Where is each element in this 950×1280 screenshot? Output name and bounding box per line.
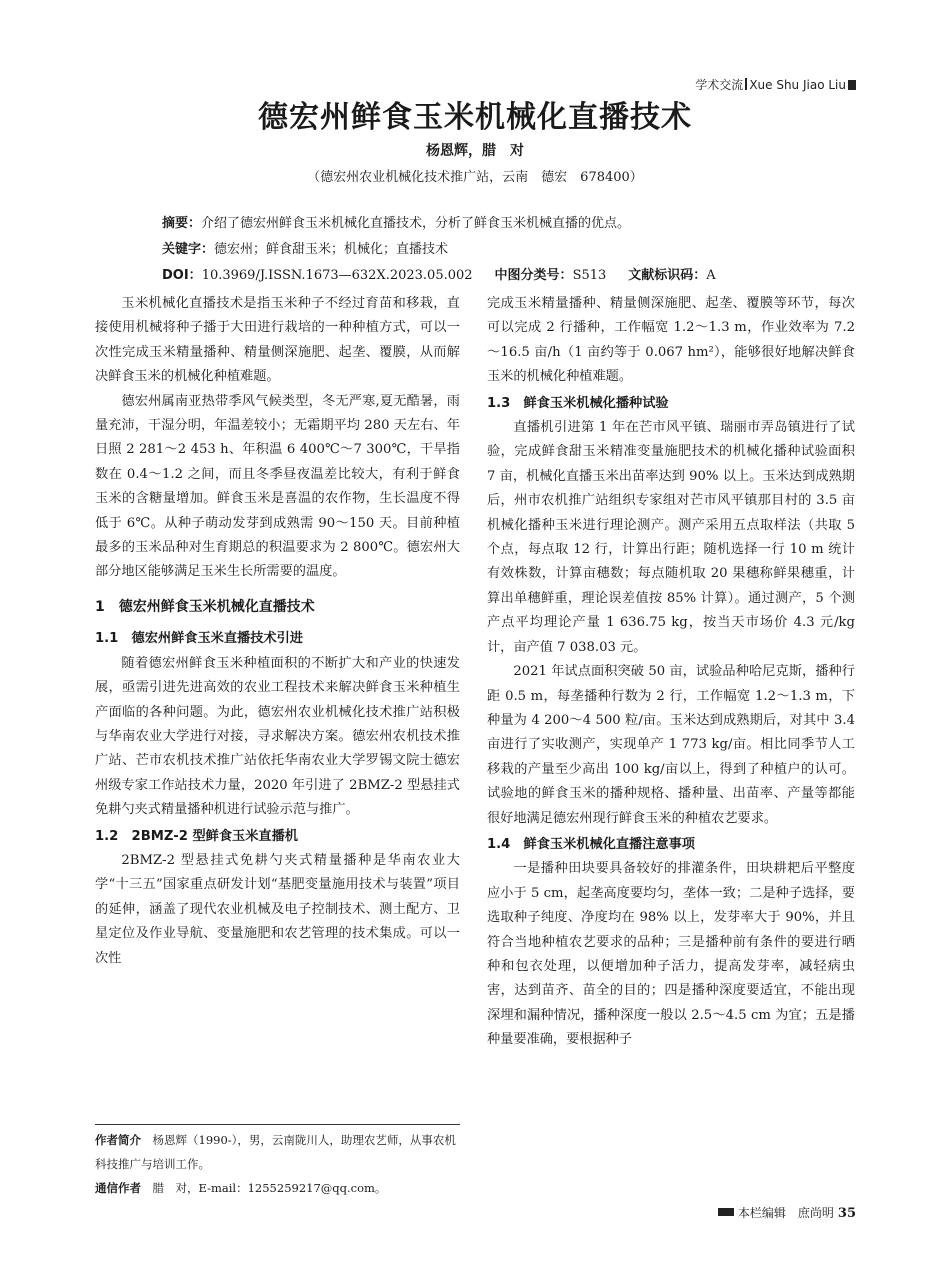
paragraph-intro: 玉米机械化直播技术是指玉米种子不经过育苗和移栽，直接使用机械将种子播于大田进行栽培的一种种植方式，可以一次性完成玉米精量播种、精量侧深施肥、起垄、覆膜，从而解决鲜食玉米的机械化种植难题。 — [95, 296, 460, 385]
doc-code-label: 文献标识码： — [628, 268, 707, 283]
doc-code-value: A — [706, 268, 716, 283]
keywords-label: 关键字： — [162, 242, 215, 257]
author-bio-text: 杨恩辉（1990-），男，云南陇川人，助理农艺师，从事农机科技推广与培训工作。 — [95, 1133, 456, 1171]
paragraph-trial: 直播机引进第 1 年在芒市风平镇、瑞丽市弄岛镇进行了试验，完成鲜食甜玉米精准变量施肥技术的机械化播种试验面积 7 亩，机械化直播玉米出苗率达到 90% 以上。玉米达到成熟期后，州市农机推广站组织专家组对芒市风平镇那目村的 3.5 亩机械化播种玉米进行理论测产。测产采用五点取样法（共取 5 个点，每点取 12 行，计算出行距；随机选择一行 10 m 统计有效株数，计算亩穗数；每点随机取 20 果穗称鲜果穗重，计算出单穗鲜重，理论误差值按 85% 计算）。通过测产，5 个测产点平均理论产量 1 636.75 kg，按当天市场价 4.3 元/kg 计，亩产值 7 038.03 元。 — [487, 420, 855, 655]
paragraph-climate: 德宏州属南亚热带季风气候类型，冬无严寒,夏无酷暑，雨量充沛，干湿分明，年温差较小；无霜期平均 280 天左右、年日照 2 281～2 453 h、年积温 6 400℃～7 300℃，干旱指数在 0.4～1.2 之间，而且冬季昼夜温差比较大，有利于鲜食玉米的含糖量增加。鲜食玉米是喜温的农作物，生长温度不得低于 6℃。从种子萌动发芽到成熟需 90～150 天。目前种植最多的玉米品种对生育期总的积温要求为 2 800℃。德宏州大部分地区能够满足玉米生长所需要的温度。 — [95, 393, 460, 580]
journal-section-tag — [695, 76, 856, 93]
article-title: 德宏州鲜食玉米机械化直播技术 — [258, 100, 692, 135]
right-column — [487, 292, 855, 1053]
paragraph-introduction-tech: 随着德宏州鲜食玉米种植面积的不断扩大和产业的快速发展，亟需引进先进高效的农业工程技术来解决鲜食玉米种植生产面临的各种问题。为此，德宏州农业机械化技术推广站积极与华南农业大学进行对接，寻求解决方案。德宏州农机技术推广站、芒市农机技术推广站依托华南农业大学罗锡文院士德宏州级专家工作站技术力量，2020 年引进了 2BMZ-2 型悬挂式免耕勺夹式精量播种机进行试验示范与推广。 — [95, 655, 460, 818]
keywords-line — [162, 238, 448, 257]
section-heading-1: 1 德宏州鲜食玉米机械化直播技术 — [95, 598, 315, 615]
paragraph-trial-2021: 2021 年试点面积突破 50 亩，试验品种哈尼克斯，播种行距 0.5 m，每垄播种行数为 2 行，工作幅宽 1.2～1.3 m，下种量为 4 200～4 500 粒/亩。玉米达到成熟期后，对其中 3.4 亩进行了实收测产，实现单产 1 773 kg/亩。相比同季节人工移栽的产量至少高出 100 kg/亩以上，得到了种植户的认可。试验地的鲜食玉米的播种规格、播种量、出苗率、产量等都能很好地满足德宏州现行鲜食玉米的种植农艺要求。 — [487, 664, 855, 826]
article-affiliation: （德宏州农业机械化技术推广站，云南 德宏 678400） — [307, 170, 643, 185]
doi-label: DOI： — [162, 268, 202, 283]
abstract-line — [162, 212, 630, 231]
corresponding-author-text: 腊 对，E-mail：1255259217@qq.com。 — [152, 1181, 387, 1195]
author-bio-label: 作者简介 — [95, 1133, 141, 1147]
doi-line — [162, 264, 716, 283]
left-column — [95, 292, 460, 971]
footer-block-icon — [718, 1208, 734, 1216]
paragraph-precautions: 一是播种田块要具备较好的排灌条件，田块耕耙后平整度应小于 5 cm，起垄高度要均匀，垄体一致；二是种子选择，要选取种子纯度、净度均在 98% 以上，发芽率大于 90%，并且符合当地种植农艺要求的品种；三是播种前有条件的要进行晒种和包衣处理，以便增加种子活力，提高发芽率，减轻病虫害，达到苗齐、苗全的目的；四是播种深度要适宜，不能出现深埋和漏种情况，播种深度一般以 2.5～4.5 cm 为宜；五是播种量要准确，要根据种子 — [487, 861, 855, 1048]
author-bio-footnote — [95, 1128, 460, 1176]
divider-bar — [745, 78, 747, 90]
corresponding-author-label: 通信作者 — [95, 1181, 141, 1195]
subsection-heading-1-3: 1.3 鲜食玉米机械化播种试验 — [487, 395, 669, 411]
article-authors: 杨恩辉，腊 对 — [426, 143, 524, 159]
clc-label: 中图分类号： — [494, 268, 573, 283]
footer-editor: 本栏编辑 庶尚明 — [737, 1206, 834, 1220]
abstract-text: 介绍了德宏州鲜食玉米机械化直播技术，分析了鲜食玉米机械直播的优点。 — [201, 216, 631, 231]
section-label-cn: 学术交流 — [695, 78, 744, 92]
section-square-icon — [848, 80, 856, 90]
subsection-heading-1-2: 1.2 2BMZ-2 型鲜食玉米直播机 — [95, 828, 298, 844]
footnote-divider — [95, 1124, 460, 1125]
subsection-heading-1-1: 1.1 德宏州鲜食玉米直播技术引进 — [95, 631, 303, 647]
page-footer — [718, 1204, 856, 1221]
corresponding-author-footnote — [95, 1176, 460, 1200]
paragraph-seeder: 2BMZ-2 型悬挂式免耕勺夹式精量播种是华南农业大学“十三五”国家重点研发计划“基肥变量施用技术与装置”项目的延伸，涵盖了现代农业机械及电子控制技术、测土配方、卫星定位及作业导航、变量施肥和农艺管理的技术集成。可以一次性 — [95, 852, 460, 966]
page-number: 35 — [837, 1206, 856, 1221]
abstract-label: 摘要： — [162, 216, 202, 231]
clc-value: S513 — [572, 268, 607, 283]
paragraph-seeder-cont: 完成玉米精量播种、精量侧深施肥、起垄、覆膜等环节，每次可以完成 2 行播种，工作幅宽 1.2～1.3 m，作业效率为 7.2～16.5 亩/h（1 亩约等于 0.067 hm²），能够很好地解决鲜食玉米的机械化种植难题。 — [487, 296, 855, 385]
doi-value: 10.3969/J.ISSN.1673—632X.2023.05.002 — [201, 268, 473, 283]
section-label-pinyin: Xue Shu Jiao Liu — [749, 78, 846, 92]
keywords-text: 德宏州；鲜食甜玉米；机械化；直播技术 — [214, 242, 449, 257]
subsection-heading-1-4: 1.4 鲜食玉米机械化直播注意事项 — [487, 836, 695, 852]
